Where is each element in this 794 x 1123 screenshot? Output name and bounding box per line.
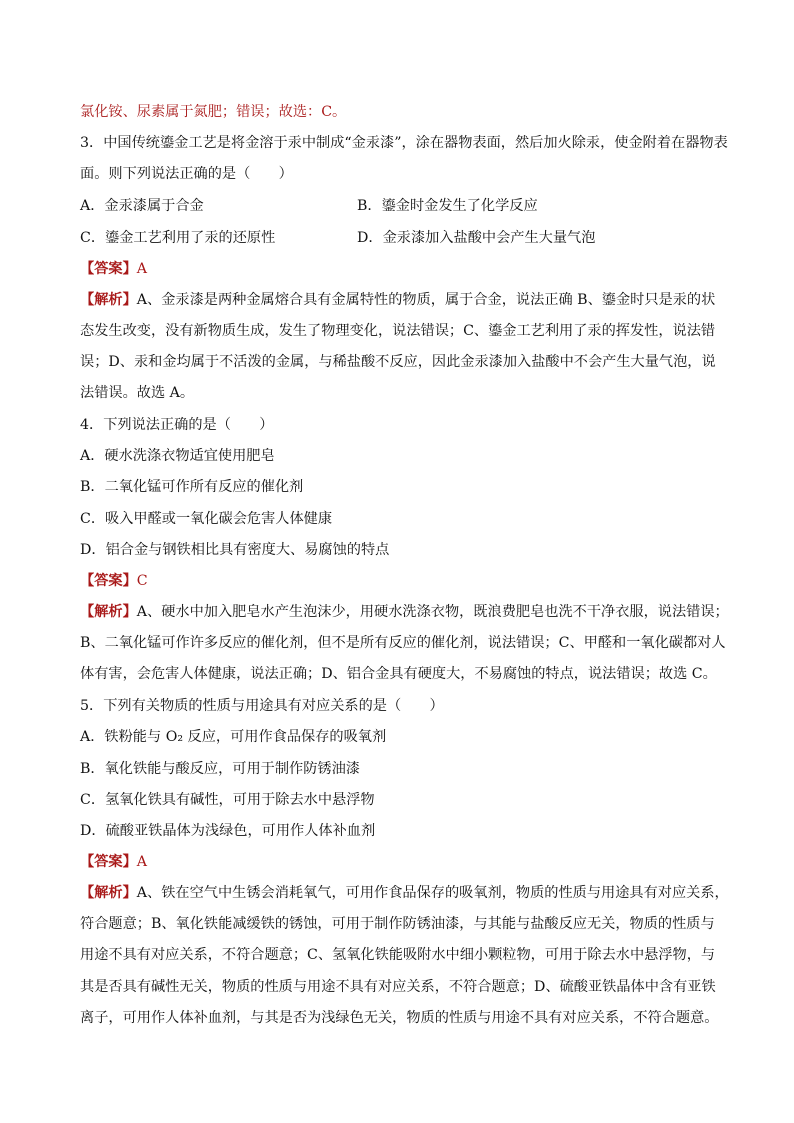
q3-stem-line-2: 面。则下列说法正确的是（ ）	[80, 166, 293, 182]
q4-stem: 4．下列说法正确的是（ ）	[80, 417, 274, 433]
q3-option-a: A．金汞漆属于合金	[80, 198, 204, 214]
q5-option-a: A．铁粉能与 O₂ 反应，可用作食品保存的吸氧剂	[80, 729, 387, 745]
q5-analysis-line-5: 离子，可用作人体补血剂，与其是否为浅绿色无关，物质的性质与用途不具有对应关系，不符合题意。	[80, 1010, 719, 1026]
q5-option-b: B．氧化铁能与酸反应，可用于制作防锈油漆	[80, 761, 360, 777]
q4-analysis-line-3: 体有害，会危害人体健康，说法正确；D、铝合金具有硬度大，不易腐蚀的特点，说法错误；故选 C。	[80, 666, 717, 682]
q3-option-c: C．鎏金工艺利用了汞的还原性	[80, 230, 276, 246]
q3-stem-line-1: 3．中国传统鎏金工艺是将金溶于汞中制成“金汞漆”，涂在器物表面，然后加火除汞，使金附着在器物表	[80, 135, 728, 151]
q5-analysis-line-4: 其是否具有碱性无关，物质的性质与用途不具有对应关系，不符合题意；D、硫酸亚铁晶体中含有亚铁	[80, 979, 716, 995]
q5-stem: 5．下列有关物质的性质与用途具有对应关系的是（ ）	[80, 698, 444, 714]
q4-analysis-line-1	[80, 602, 729, 622]
q5-option-d: D．硫酸亚铁晶体为浅绿色，可用作人体补血剂	[80, 823, 376, 839]
answer-label: 【答案】	[80, 261, 137, 277]
q4-option-d: D．铝合金与钢铁相比具有密度大、易腐蚀的特点	[80, 542, 390, 558]
q3-option-d: D．金汞漆加入盐酸中会产生大量气泡	[357, 230, 596, 246]
previous-answer-tail: 氯化铵、尿素属于氮肥；错误；故选：C。	[80, 104, 347, 120]
q4-option-c: C．吸入甲醛或一氧化碳会危害人体健康	[80, 511, 333, 527]
q5-analysis-line-2: 符合题意；B、氧化铁能减缓铁的锈蚀，可用于制作防锈油漆，与其能与盐酸反应无关，物质的性质与	[80, 916, 715, 932]
answer-value: C	[136, 573, 148, 589]
analysis-text: A、硬水中加入肥皂水产生泡沫少，用硬水洗涤衣物，既浪费肥皂也洗不干净衣服，说法错误；	[136, 604, 729, 620]
q5-analysis-line-1	[80, 883, 729, 903]
analysis-label: 【解析】	[80, 292, 137, 308]
answer-value: A	[136, 261, 148, 277]
q5-answer	[80, 852, 147, 872]
q3-analysis-line-2: 态发生改变，没有新物质生成，发生了物理变化，说法错误；C、鎏金工艺利用了汞的挥发性，说法错	[80, 323, 716, 339]
q4-option-a: A．硬水洗涤衣物适宜使用肥皂	[80, 448, 275, 464]
analysis-text: A、铁在空气中生锈会消耗氧气，可用作食品保存的吸氧剂，物质的性质与用途具有对应关系，	[136, 885, 729, 901]
q5-option-c: C．氢氧化铁具有碱性，可用于除去水中悬浮物	[80, 792, 375, 808]
answer-value: A	[136, 854, 148, 870]
analysis-text: A、金汞漆是两种金属熔合具有金属特性的物质，属于合金，说法正确 B、鎏金时只是汞的状	[136, 292, 716, 308]
q3-answer	[80, 259, 147, 279]
q3-analysis-line-4: 法错误。故选 A。	[80, 385, 195, 401]
q4-option-b: B．二氧化锰可作所有反应的催化剂	[80, 479, 304, 495]
q4-analysis-line-2: B、二氧化锰可作许多反应的催化剂，但不是所有反应的催化剂，说法错误；C、甲醛和一氧化碳都对人	[80, 635, 726, 651]
q4-answer	[80, 571, 148, 591]
answer-label: 【答案】	[80, 854, 137, 870]
answer-label: 【答案】	[80, 573, 137, 589]
q3-option-b: B．鎏金时金发生了化学反应	[357, 198, 538, 214]
analysis-label: 【解析】	[80, 885, 137, 901]
analysis-label: 【解析】	[80, 604, 137, 620]
q3-analysis-line-1	[80, 290, 715, 310]
q3-analysis-line-3: 误；D、汞和金均属于不活泼的金属，与稀盐酸不反应，因此金汞漆加入盐酸中不会产生大量气泡，说	[80, 354, 716, 370]
q5-analysis-line-3: 用途不具有对应关系，不符合题意；C、氢氧化铁能吸附水中细小颗粒物，可用于除去水中悬浮物，与	[80, 947, 716, 963]
